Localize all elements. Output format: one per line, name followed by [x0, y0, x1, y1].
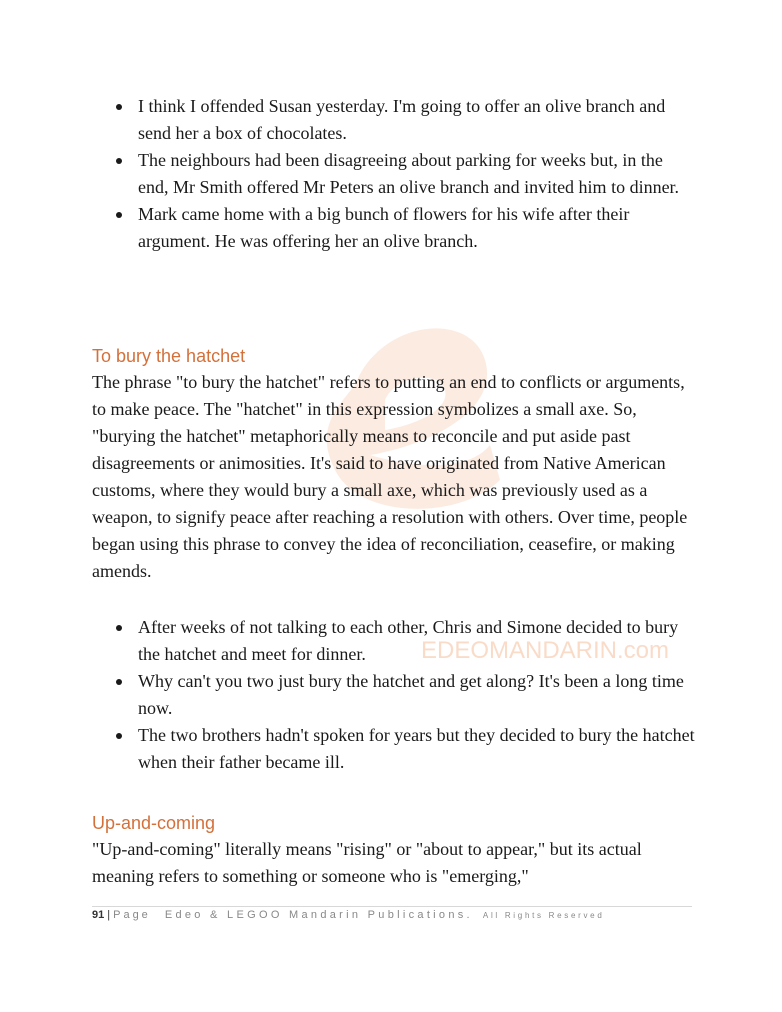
olive-branch-examples: [116, 93, 696, 255]
watermark-text: EDEOMANDARIN.com: [420, 637, 670, 664]
list-item: I think I offended Susan yesterday. I'm going to offer an olive branch and send her a box of chocolates.: [116, 93, 696, 147]
rights-notice: All Rights Reserved: [482, 911, 605, 920]
bullet-icon: [116, 733, 122, 739]
publisher-name: Edeo & LEGOO Mandarin Publications.: [164, 909, 473, 921]
page-footer: [92, 909, 732, 921]
list-item: Mark came home with a big bunch of flowers for his wife after their argument. He was offering her an olive branch.: [116, 201, 696, 255]
hatchet-paragraph: The phrase "to bury the hatchet" refers to putting an end to conflicts or arguments, to make peace. The "hatchet" in this expression symbolizes a small axe. So, "burying the hatchet" metaphorically means to reconcile and put aside past disagreements or animosities. It's said to have originated from Native American customs, where they would bury a small axe, which was previously used as a weapon, to signify peace after reaching a resolution with others. Over time, people began using this phrase to convey the idea of reconciliation, ceasefire, or making amends.: [92, 372, 688, 581]
list-item: After weeks of not talking to each other, Chris and Simone decided to bury the hatchet and meet for dinner.: [116, 614, 696, 668]
bullet-icon: [116, 104, 122, 110]
list-item: The two brothers hadn't spoken for years but they decided to bury the hatchet when their father became ill.: [116, 722, 696, 776]
upcoming-paragraph: "Up-and-coming" literally means "rising" or "about to appear," but its actual meaning refers to something or someone who is "emerging,": [92, 839, 642, 886]
page-number: 91: [92, 909, 105, 921]
bullet-icon: [116, 212, 122, 218]
bullet-icon: [116, 158, 122, 164]
bullet-icon: [116, 679, 122, 685]
footer-divider: [92, 906, 692, 907]
list-item: Why can't you two just bury the hatchet and get along? It's been a long time now.: [116, 668, 696, 722]
list-item: The neighbours had been disagreeing about parking for weeks but, in the end, Mr Smith offered Mr Peters an olive branch and invited him to dinner.: [116, 147, 696, 201]
hatchet-examples: [116, 614, 696, 776]
bullet-icon: [116, 625, 122, 631]
footer-separator: |: [107, 909, 111, 921]
section-heading-hatchet: To bury the hatchet: [92, 346, 246, 366]
section-heading-upcoming: Up-and-coming: [92, 813, 216, 833]
page-label: Page: [113, 909, 151, 921]
